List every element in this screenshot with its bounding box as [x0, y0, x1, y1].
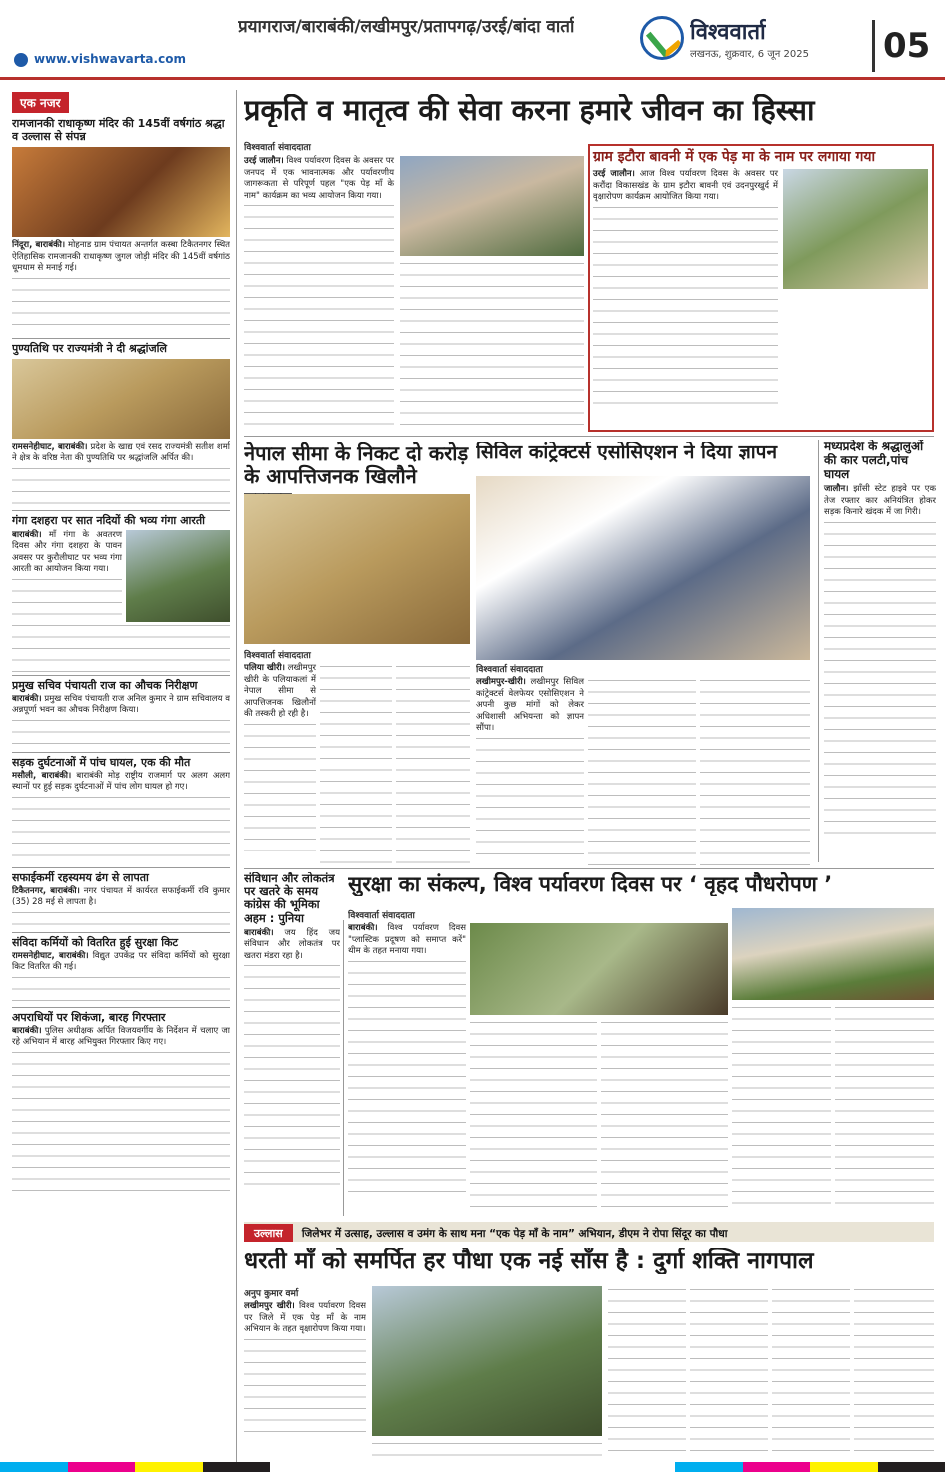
- right-top-story: [588, 144, 934, 432]
- story-lead: मसौली, बाराबंकी।: [12, 770, 72, 781]
- dharti-columns: [608, 1286, 934, 1462]
- story-text: विद्युत उपकेंद्र पर संविदा कर्मियों को सुरक्षा किट वितरित की गई।: [12, 950, 230, 972]
- story-lead: लखीमपुर-खीरी।: [476, 677, 526, 687]
- column-rule: [236, 90, 237, 1462]
- story-text: मोहनाड ग्राम पंचायत अन्तर्गत कस्बा टिकैतनगर स्थित ऐतिहासिक रामजानकी राधाकृष्ण जुगल जोड़ी मंदिर की 145वीं वर्षगांठ धूमधाम से मनाई गई।: [12, 240, 230, 273]
- sidebar-story: [12, 756, 230, 864]
- sidebar-story: [12, 117, 230, 335]
- story-text: आज विश्व पर्यावरण दिवस के अवसर पर करौंदा विकासखंड के ग्राम इटौरा बावनी एवं उदनपुरखुर्द में वृक्षारोपण कार्यक्रम आयोजित किया गया।: [593, 169, 778, 203]
- story-lead: उरई जालौन।: [593, 169, 635, 180]
- sidebar-tag: एक नजर: [12, 92, 69, 113]
- section-rule: [244, 868, 934, 869]
- story-lead: जालौन।: [824, 484, 849, 495]
- story-text: विश्व पर्यावरण दिवस के अवसर पर जनपद में एक भावनात्मक और पर्यावरणीय जागरूकता से परिपूर्ण पहल "एक पेड़ माँ के नाम" कार्यक्रम का भव्य आयोजन किया गया।: [244, 156, 395, 201]
- sidebar-story-title: संविदा कर्मियों को वितरित हुई सुरक्षा किट: [12, 935, 179, 949]
- story-text: नगर पंचायत में कार्यरत सफाईकर्मी रवि कुमार (35) 28 मई से लापता है।: [12, 885, 230, 907]
- byline: अनुप कुमार वर्मा: [244, 1289, 299, 1299]
- sidebar-story-title: सड़क दुर्घटनाओं में पांच घायल, एक की मौत: [12, 755, 191, 769]
- strip-tag: उल्लास: [244, 1224, 293, 1242]
- story-text: पुलिस अधीक्षक अर्पित विजयवर्गीय के निर्देशन में चलाए जा रहे अभियान में बारह अभियुक्त गिरफ्तार किए गए।: [12, 1025, 230, 1047]
- story-text: प्रमुख सचिव पंचायती राज अनिल कुमार ने ग्राम सचिवालय व अन्नपूर्णा भवन का औचक निरीक्षण किया।: [12, 693, 230, 715]
- nepal-story: [244, 648, 470, 868]
- byline: विश्ववार्ता संवाददाता: [348, 911, 415, 921]
- byline: विश्ववार्ता संवाददाता: [476, 665, 543, 675]
- story-text: माँ गंगा के अवतरण दिवस और गंगा दशहरा के पावन अवसर पर कुरौलीघाट पर भव्य गंगा आरती का आयोजन किया गया।: [12, 529, 122, 574]
- strip-text: जिलेभर में उत्साह, उल्लास व उमंग के साथ मना “एक पेड़ माँ के नाम” अभियान, डीएम ने रोपा सिंदूर का पौधा: [301, 1228, 728, 1240]
- section-rule: [244, 436, 934, 437]
- sidebar-story: [12, 936, 230, 1004]
- sidebar-story-title: सफाईकर्मी रहस्यमय ढंग से लापता: [12, 870, 149, 884]
- story-lead: बाराबंकी।: [348, 923, 378, 933]
- story-lead: लखीमपुर खीरी।: [244, 1301, 295, 1311]
- officials-photo: [732, 908, 934, 1000]
- sidebar-story: [12, 514, 230, 672]
- sidebar-story-title: पुण्यतिथि पर राज्यमंत्री ने दी श्रद्धांजलि: [12, 341, 167, 355]
- lead-headline: प्रकृति व मातृत्व की सेवा करना हमारे जीवन का हिस्सा: [244, 94, 815, 127]
- sidebar-story-title: गंगा दशहरा पर सात नदियों की भव्य गंगा आरती: [12, 513, 205, 527]
- story-text: जय हिंद जय संविधान और लोकतंत्र पर खतरा मंडरा रहा है।: [244, 927, 340, 961]
- sidebar-story: [12, 679, 230, 749]
- mp-story: [818, 440, 936, 862]
- seized-goods-photo: [244, 494, 470, 644]
- temple-photo: [12, 147, 230, 237]
- sidebar-story-title: अपराधियों पर शिकंजा, बारह गिरफ्तार: [12, 1010, 166, 1024]
- edition-cities: प्रयागराज/बाराबंकी/लखीमपुर/प्रतापगढ़/उरई/बांदा वार्ता: [238, 17, 575, 37]
- website-link[interactable]: www.vishwavarta.com: [14, 52, 186, 67]
- story-text: लखीमपुर खीरी के पलियाकलां में नेपाल सीमा से आपत्तिजनक खिलौनों की तस्करी हो रही है।: [244, 663, 316, 719]
- ullas-strip: [244, 1222, 934, 1242]
- story-lead: रामसनेहीघाट, बाराबंकी।: [12, 441, 88, 452]
- story-lead: बाराबंकी।: [244, 927, 274, 938]
- column-rule: [343, 920, 344, 1216]
- sidebar-story: [12, 871, 230, 929]
- sidebar-story-title: रामजानकी राधाकृष्ण मंदिर की 145वीं वर्षगांठ श्रद्धा व उल्लास से संपन्न: [12, 117, 225, 143]
- nepal-headline: नेपाल सीमा के निकट दो करोड़ के आपत्तिजनक खिलौने: [244, 442, 469, 488]
- dm-plantation-photo: [372, 1286, 602, 1436]
- ganga-aarti-photo: [126, 530, 230, 622]
- masthead: [0, 0, 945, 80]
- story-headline: संविधान और लोकतंत्र पर खतरे के समय कांग्रेस की भूमिका अहम : पुनिया: [244, 872, 335, 925]
- sidebar-story-title: प्रमुख सचिव पंचायती राज का औचक निरीक्षण: [12, 678, 198, 692]
- photo-caption: [372, 1440, 602, 1462]
- sidebar: [12, 92, 230, 1460]
- lead-photo: [400, 156, 584, 256]
- plantation-photo: [470, 923, 728, 1015]
- sidebar-story: [12, 1011, 230, 1199]
- byline: विश्ववार्ता संवाददाता: [244, 143, 311, 153]
- dateline: लखनऊ, शुक्रवार, 6 जून 2025: [690, 49, 809, 60]
- story-lead: बाराबंकी।: [12, 529, 42, 540]
- page-number: 05: [872, 20, 932, 72]
- lead-story: [244, 140, 584, 430]
- print-colour-bar: [0, 1462, 945, 1474]
- brand-logo-icon: [640, 16, 684, 60]
- tribute-photo: [12, 359, 230, 439]
- suraksha-columns: [732, 1004, 934, 1214]
- story-lead: उरई जालौन।: [244, 156, 284, 166]
- suraksha-story: [348, 908, 728, 1214]
- dharti-headline: धरती माँ को समर्पित हर पौधा एक नई साँस है : दुर्गा शक्ति नागपाल: [244, 1248, 814, 1274]
- story-lead: पलिया खीरी।: [244, 663, 285, 673]
- civil-story: [476, 662, 810, 866]
- story-lead: टिकैतनगर, बाराबंकी।: [12, 885, 80, 896]
- memorandum-photo: [476, 476, 810, 660]
- story-text: विश्व पर्यावरण दिवस "प्लास्टिक प्रदूषण को समाप्त करें" थीम के तहत मनाया गया।: [348, 923, 467, 956]
- dharti-story: [244, 1286, 366, 1462]
- story-lead: बाराबंकी।: [12, 1025, 42, 1036]
- story-text: झाँसी स्टेट हाइवे पर एक तेज रफ्तार कार अनियंत्रित होकर सड़क किनारे खंदक में जा गिरी।: [824, 484, 936, 518]
- brand-name: विश्ववार्ता: [690, 20, 766, 45]
- story-text: लखीमपुर सिविल कांट्रेक्टर्स वेलफेयर एसोसिएशन ने अपनी कुछ मांगों को लेकर अधिशासी अभियन्ता को ज्ञापन सौंपा।: [476, 677, 584, 733]
- sidebar-story: [12, 342, 230, 507]
- civil-headline: सिविल कांट्रेक्टर्स एसोसिएशन ने दिया ज्ञापन: [476, 442, 778, 463]
- story-text: विश्व पर्यावरण दिवस पर जिले में एक पेड़ माँ के नाम अभियान के तहत वृक्षारोपण किया गया।: [244, 1301, 366, 1334]
- byline: विश्ववार्ता संवाददाता: [244, 651, 311, 661]
- plantation-photo: [783, 169, 928, 289]
- story-text: प्रदेश के खाद्य एवं रसद राज्यमंत्री सतीश शर्मा ने क्षेत्र के वरिष्ठ नेता की पुण्यतिथि पर श्रद्धांजलि अर्पित की।: [12, 441, 230, 463]
- suraksha-headline: सुरक्षा का संकल्प, विश्व पर्यावरण दिवस पर ‘ वृहद पौधरोपण ’: [348, 872, 833, 896]
- story-lead: निंदूरा, बाराबंकी।: [12, 240, 66, 250]
- samvidhan-story: [244, 872, 340, 1214]
- story-headline: मध्यप्रदेश के श्रद्धालुओं की कार पलटी,पांच घायल: [824, 440, 924, 481]
- story-text: बाराबंकी मोड़ राष्ट्रीय राजमार्ग पर अलग अलग स्थानों पर हुई सड़क दुर्घटनाओं में पांच लोग घायल हो गए।: [12, 770, 230, 792]
- story-lead: बाराबंकी।: [12, 693, 42, 704]
- story-headline: ग्राम इटौरा बावनी में एक पेड़ मा के नाम पर लगाया गया: [593, 149, 876, 165]
- story-lead: रामसनेहीघाट, बाराबंकी।: [12, 950, 89, 961]
